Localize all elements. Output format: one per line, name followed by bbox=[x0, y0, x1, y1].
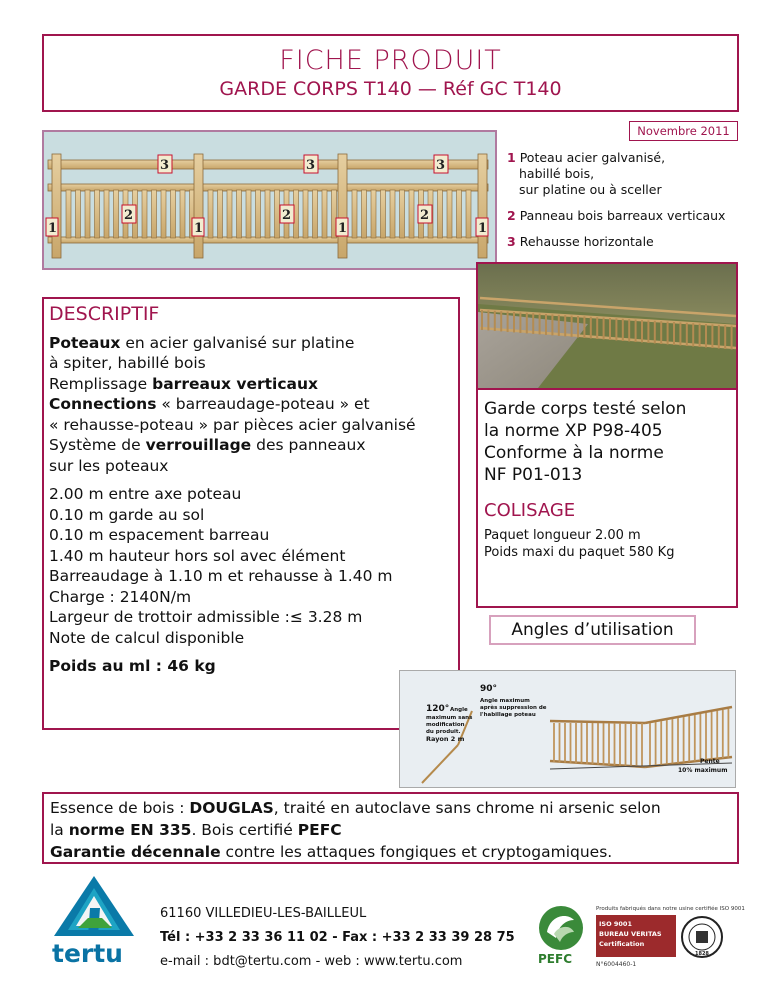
installed-railing-photo bbox=[476, 262, 738, 390]
angles-illustration bbox=[399, 670, 736, 788]
baluster bbox=[227, 190, 232, 238]
label-3b bbox=[304, 155, 318, 173]
legend-item-1 bbox=[507, 150, 747, 198]
svg-text:2: 2 bbox=[420, 208, 430, 223]
baluster bbox=[152, 190, 157, 238]
baluster bbox=[218, 190, 223, 238]
spec-line: 0.10 m espacement barreau bbox=[49, 526, 270, 544]
svg-text:1: 1 bbox=[194, 221, 204, 236]
colisage-line: Poids maxi du paquet 580 Kg bbox=[484, 545, 675, 560]
baluster bbox=[95, 190, 100, 238]
baluster bbox=[390, 190, 395, 238]
angle-120-note: Angle bbox=[450, 707, 468, 713]
railing-drawing-svg bbox=[44, 132, 495, 268]
bv-seal-icon bbox=[680, 915, 724, 959]
wood-species-box bbox=[42, 792, 739, 864]
bv-note: Produits fabriqués dans notre usine certifiée ISO 9001 bbox=[596, 906, 745, 912]
spec-line: Barreaudage à 1.10 m et rehausse à 1.40 m bbox=[49, 567, 393, 585]
norms-line: la norme XP P98-405 bbox=[484, 421, 663, 441]
baluster bbox=[362, 190, 367, 238]
colisage-text bbox=[484, 527, 730, 561]
legend-text: Rehausse horizontale bbox=[519, 234, 654, 249]
svg-text:1: 1 bbox=[48, 221, 58, 236]
baluster bbox=[76, 190, 81, 238]
descriptif-box bbox=[42, 297, 460, 730]
label-1a bbox=[46, 218, 58, 236]
label-3c bbox=[434, 155, 448, 173]
descriptif-line: Remplissage barreaux verticaux bbox=[49, 374, 319, 393]
angle-90-note: après suppression de bbox=[480, 705, 547, 711]
baluster bbox=[409, 190, 414, 238]
label-2b bbox=[280, 205, 294, 223]
baluster bbox=[400, 190, 405, 238]
tertu-logo bbox=[50, 874, 142, 970]
legend-text: Panneau bois barreaux verticaux bbox=[519, 208, 726, 223]
descriptif-line: « rehausse-poteau » par pièces acier galvanisé bbox=[49, 415, 416, 434]
baluster bbox=[161, 190, 166, 238]
baluster bbox=[303, 190, 308, 238]
baluster bbox=[313, 190, 318, 238]
angle-120-label: 120° bbox=[426, 704, 450, 714]
baluster bbox=[265, 190, 270, 238]
svg-text:1: 1 bbox=[338, 221, 348, 236]
spec-line: Charge : 2140N/m bbox=[49, 587, 192, 606]
svg-text:1828: 1828 bbox=[695, 951, 709, 957]
label-2c bbox=[418, 205, 432, 223]
baluster bbox=[466, 190, 471, 238]
label-1d bbox=[476, 218, 488, 236]
label-3a bbox=[158, 155, 172, 173]
norms-colisage-box bbox=[476, 390, 738, 608]
baluster bbox=[66, 190, 71, 238]
spec-line: 1.40 m hauteur hors sol avec élément bbox=[49, 546, 346, 565]
angle-120-note: modification bbox=[426, 722, 465, 728]
legend-text: Poteau acier galvanisé, bbox=[519, 150, 666, 165]
baluster bbox=[352, 190, 357, 238]
svg-text:3: 3 bbox=[436, 158, 446, 173]
baluster bbox=[114, 190, 119, 238]
angle-90-note: l'habillage poteau bbox=[480, 712, 536, 718]
baluster bbox=[237, 190, 242, 238]
spec-line: 2.00 m entre axe poteau bbox=[49, 485, 242, 503]
label-1b bbox=[192, 218, 204, 236]
spec-line: 0.10 m garde au sol bbox=[49, 505, 205, 524]
norms-line: Conforme à la norme bbox=[484, 443, 664, 463]
page-subtitle: GARDE CORPS T140 — Réf GC T140 bbox=[219, 78, 562, 100]
label-1c bbox=[336, 218, 348, 236]
contact-block bbox=[160, 902, 515, 974]
descriptif-line: Poteaux en acier galvanisé sur platine bbox=[49, 333, 355, 352]
svg-text:PEFC: PEFC bbox=[538, 952, 572, 966]
pefc-logo bbox=[530, 902, 592, 966]
angle-120-note: Rayon 2 m bbox=[426, 735, 465, 743]
bv-panel: ISO 9001 BUREAU VERITAS Certification bbox=[596, 915, 676, 957]
baluster bbox=[381, 190, 386, 238]
bureau-veritas-cert bbox=[596, 906, 745, 970]
baluster bbox=[171, 190, 176, 238]
legend-item-2 bbox=[507, 208, 747, 224]
baluster bbox=[104, 190, 109, 238]
svg-text:3: 3 bbox=[306, 158, 316, 173]
spec-line: Note de calcul disponible bbox=[49, 628, 245, 647]
baluster bbox=[180, 190, 185, 238]
descriptif-line: à spiter, habillé bois bbox=[49, 354, 206, 372]
norms-text bbox=[484, 398, 730, 486]
svg-text:2: 2 bbox=[282, 208, 292, 223]
angle-90-note: Angle maximum bbox=[480, 698, 530, 704]
colisage-heading: COLISAGE bbox=[484, 500, 576, 521]
legend-text: habillé bois, bbox=[519, 166, 595, 181]
slope-label: Pente bbox=[700, 758, 720, 765]
svg-text:3: 3 bbox=[160, 158, 170, 173]
baluster bbox=[447, 190, 452, 238]
baluster bbox=[208, 190, 213, 238]
spec-line: Largeur de trottoir admissible :≤ 3.28 m bbox=[49, 608, 363, 626]
norms-line: NF P01-013 bbox=[484, 465, 583, 485]
descriptif-features bbox=[49, 333, 453, 477]
norms-line: Garde corps testé selon bbox=[484, 399, 687, 419]
legend-num: 3 bbox=[507, 234, 516, 249]
date-badge: Novembre 2011 bbox=[629, 121, 738, 141]
angle-120-note: maximum sans bbox=[426, 715, 473, 721]
essence-line: la norme EN 335. Bois certifié PEFC bbox=[50, 821, 342, 839]
svg-text:2: 2 bbox=[124, 208, 134, 223]
legend-num: 1 bbox=[507, 150, 516, 165]
label-2a bbox=[122, 205, 136, 223]
header-box bbox=[42, 34, 739, 112]
angle-120-note: du produit. bbox=[426, 729, 461, 735]
baluster bbox=[438, 190, 443, 238]
legend-text: sur platine ou à sceller bbox=[519, 182, 662, 197]
angle-90-label: 90° bbox=[480, 684, 498, 694]
essence-line: Essence de bois : DOUGLAS, traité en autoclave sans chrome ni arsenic selon bbox=[50, 799, 661, 817]
bv-number: N°6004460-1 bbox=[596, 961, 637, 968]
page-title: FICHE PRODUIT bbox=[279, 45, 502, 76]
baluster bbox=[457, 190, 462, 238]
essence-line: Garantie décennale contre les attaques fongiques et cryptogamiques. bbox=[50, 843, 613, 861]
baluster bbox=[142, 190, 147, 238]
descriptif-heading: DESCRIPTIF bbox=[49, 303, 160, 325]
baluster bbox=[85, 190, 90, 238]
angles-heading: Angles d’utilisation bbox=[489, 615, 696, 645]
baluster bbox=[256, 190, 261, 238]
baluster bbox=[322, 190, 327, 238]
baluster bbox=[246, 190, 251, 238]
legend-item-3 bbox=[507, 234, 747, 250]
svg-text:1: 1 bbox=[478, 221, 488, 236]
descriptif-line: sur les poteaux bbox=[49, 456, 169, 475]
slope-label: 10% maximum bbox=[678, 767, 728, 774]
descriptif-specs bbox=[49, 484, 453, 648]
component-legend bbox=[507, 150, 747, 260]
colisage-line: Paquet longueur 2.00 m bbox=[484, 528, 641, 543]
baluster bbox=[275, 190, 280, 238]
railing-drawing bbox=[42, 130, 497, 270]
legend-num: 2 bbox=[507, 208, 516, 223]
weight-per-meter: Poids au ml : 46 kg bbox=[49, 657, 216, 675]
descriptif-line: Connections « barreaudage-poteau » et bbox=[49, 395, 370, 413]
email-web: e-mail : bdt@tertu.com - web : www.tertu.com bbox=[160, 954, 463, 969]
descriptif-line: Système de verrouillage des panneaux bbox=[49, 436, 366, 454]
svg-text:tertu: tertu bbox=[52, 939, 123, 968]
address: 61160 VILLEDIEU-LES-BAILLEUL bbox=[160, 906, 367, 921]
phone-fax: Tél : +33 2 33 36 11 02 - Fax : +33 2 33 39 28 75 bbox=[160, 930, 515, 945]
baluster bbox=[371, 190, 376, 238]
